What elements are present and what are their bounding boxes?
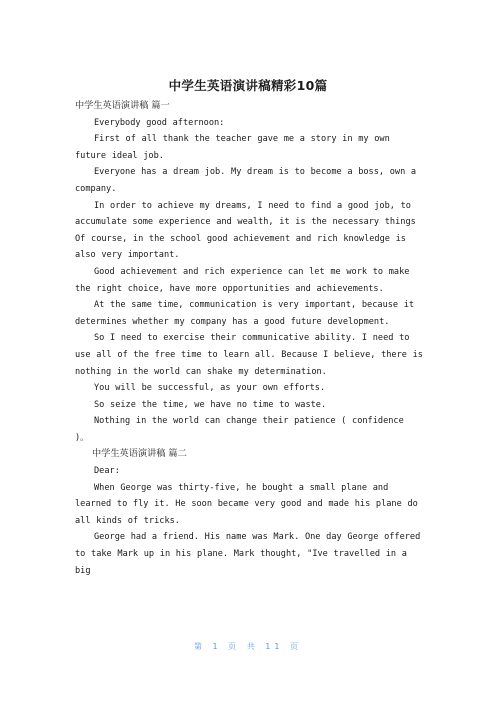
paragraph: At the same time, communication is very important, because it determines whether my company has a good future development.	[75, 300, 415, 327]
document-title: 中学生英语演讲稿精彩10篇	[168, 78, 328, 93]
section-heading-1: 中学生英语演讲稿 篇一	[75, 100, 170, 111]
paragraph: Dear:	[94, 466, 120, 477]
paragraph: When George was thirty-five, he bought a small plane and learned to fly it. He soon became very good and made his plane do all kinds of tricks.	[75, 482, 418, 526]
paragraph: Everyone has a dream job. My dream is to become a boss, own a company.	[75, 167, 417, 194]
paragraph: Everybody good afternoon:	[94, 117, 225, 128]
paragraph: George had a friend. His name was Mark. One day George offered to take Mark up in his plane. Mark thought, "Ive travelled in a big	[75, 532, 421, 576]
paragraph: First of all thank the teacher gave me a story in my own future ideal job.	[75, 134, 390, 161]
paragraph: So seize the time, we have no time to waste.	[94, 399, 327, 410]
document-body	[75, 98, 423, 579]
section-heading-2: 中学生英语演讲稿 篇二	[92, 448, 187, 460]
paragraph: Good achievement and rich experience can let me work to make the right choice, have more opportunities and achievements.	[75, 266, 410, 294]
paragraph: In order to achieve my dreams, I need to find a good job, to accumulate some experience and wealth, it is the necessary things Of course, in the school good achievement and rich knowledge is also very important.	[75, 200, 416, 261]
paragraph: You will be successful, as your own efforts.	[94, 383, 326, 394]
paragraph: Nothing in the world can change their patience ( confidence )。	[75, 416, 404, 443]
page-footer: 第 1 页 共 11 页	[194, 642, 302, 651]
paragraph: So I need to exercise their communicative ability. I need to use all of the free time to learn all. Because I believe, there is nothing in the world can shake my determination.	[75, 333, 423, 377]
